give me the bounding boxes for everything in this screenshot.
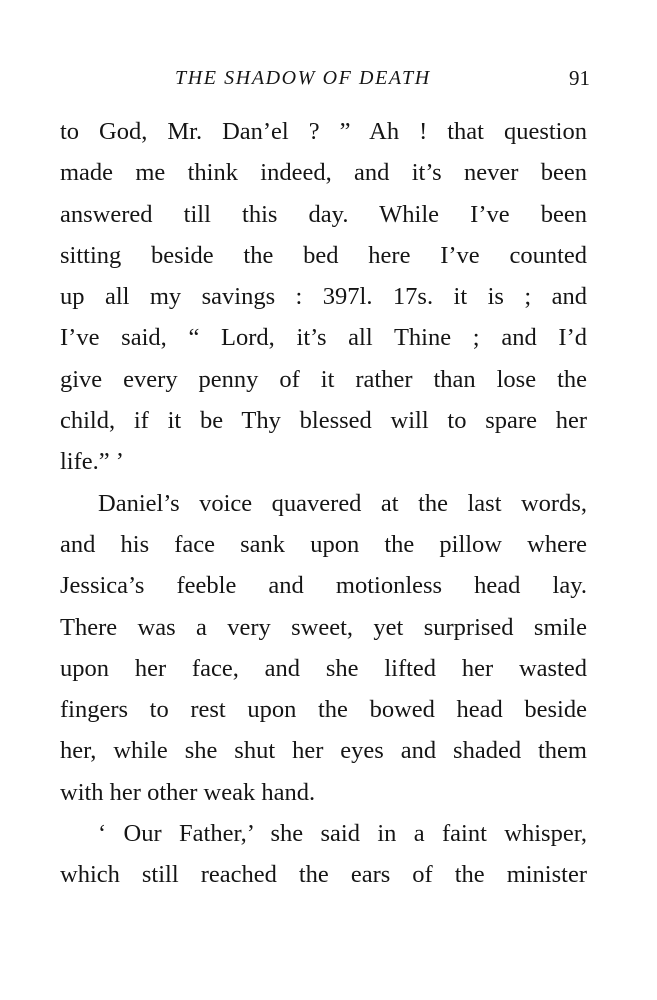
text-line: her, while she shut her eyes and shaded them [60,737,587,765]
page-number: 91 [569,66,590,90]
text-line: to God, Mr. Dan’el ? ” Ah ! that question [60,118,587,145]
text-line: child, if it be Thy blessed will to spare her [60,407,587,435]
text-line: give every penny of it rather than lose the [60,365,587,393]
text-line: with her other weak hand. [60,778,316,806]
text-line: life.” ’ [60,448,124,476]
running-title: THE SHADOW OF DEATH [175,67,431,89]
text-line: answered till this day. While I’ve been [60,200,587,228]
body-text [60,111,587,896]
text-line: up all my savings : 397l. 17s. it is ; and [60,283,587,311]
text-line: fingers to rest upon the bowed head beside [60,696,587,724]
text-line: which still reached the ears of the minister [60,861,587,889]
paragraph [60,483,587,813]
text-line: Jessica’s feeble and motionless head lay. [60,572,587,600]
running-head [60,64,590,94]
paragraph [60,111,587,483]
text-line: and his face sank upon the pillow where [60,530,587,558]
paragraph [60,813,587,896]
text-line: upon her face, and she lifted her wasted [60,654,587,682]
text-line: made me think indeed, and it’s never been [60,159,587,187]
text-line: sitting beside the bed here I’ve counted [60,241,587,269]
text-line: Daniel’s voice quavered at the last words, [98,489,587,517]
text-line: ‘ Our Father,’ she said in a faint whisper, [98,820,587,848]
text-line: I’ve said, “ Lord, it’s all Thine ; and I’d [60,324,587,352]
text-line: There was a very sweet, yet surprised smile [60,613,587,641]
